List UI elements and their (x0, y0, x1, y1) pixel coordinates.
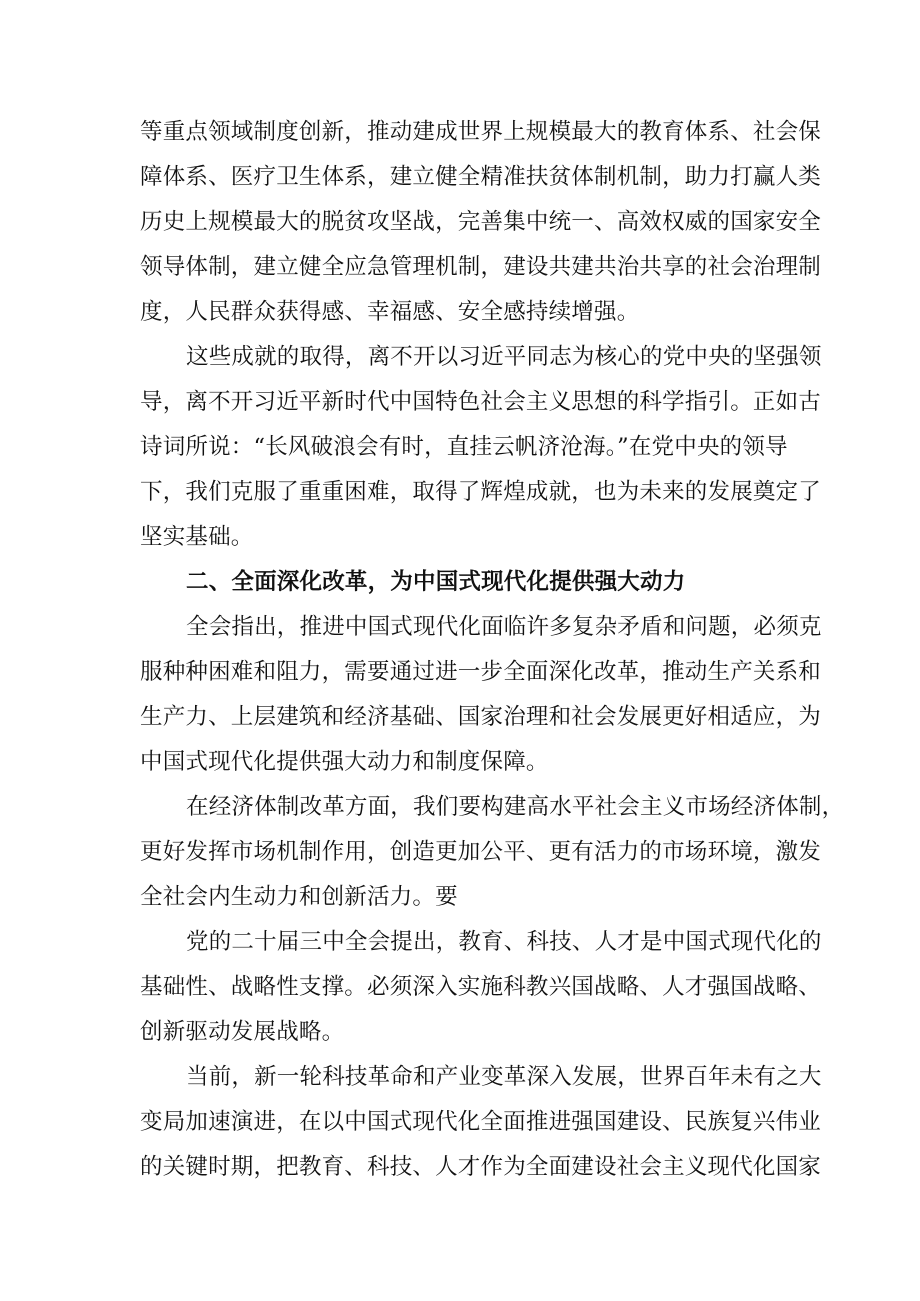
text-line: 这些成就的取得，离不开以习近平同志为核心的党中央的坚强领 (186, 344, 822, 370)
text-line: 下，我们克服了重重困难，取得了辉煌成就，也为未来的发展奠定了 (140, 479, 822, 505)
text-line: 度，人民群众获得感、幸福感、安全感持续增强。 (140, 299, 640, 325)
text-line: 当前，新一轮科技革命和产业变革深入发展，世界百年未有之大 (186, 1064, 822, 1090)
text-line: 党的二十届三中全会提出，教育、科技、人才是中国式现代化的 (186, 929, 822, 955)
text-line: 等重点领域制度创新，推动建成世界上规模最大的教育体系、社会保 (140, 119, 822, 145)
text-line: 创新驱动发展战略。 (140, 1019, 345, 1045)
text-line: 在经济体制改革方面，我们要构建高水平社会主义市场经济体制， (186, 794, 845, 820)
section-heading: 二、全面深化改革，为中国式现代化提供强大动力 (186, 569, 686, 595)
text-line: 领导体制，建立健全应急管理机制，建设共建共治共享的社会治理制 (140, 254, 822, 280)
text-line: 中国式现代化提供强大动力和制度保障。 (140, 749, 549, 775)
text-line: 全会指出，推进中国式现代化面临许多复杂矛盾和问题，必须克 (186, 614, 822, 640)
text-line: 变局加速演进，在以中国式现代化全面推进强国建设、民族复兴伟业 (140, 1109, 822, 1135)
text-line: 导，离不开习近平新时代中国特色社会主义思想的科学指引。正如古 (140, 389, 822, 415)
text-line: 的关键时期，把教育、科技、人才作为全面建设社会主义现代化国家 (140, 1154, 822, 1180)
text-line: 诗词所说：“长风破浪会有时，直挂云帆济沧海。”在党中央的领导 (140, 434, 788, 460)
text-line: 全社会内生动力和创新活力。要 (140, 884, 458, 910)
text-line: 服种种困难和阻力，需要通过进一步全面深化改革，推动生产关系和 (140, 659, 822, 685)
text-line: 历史上规模最大的脱贫攻坚战，完善集中统一、高效权威的国家安全 (140, 209, 822, 235)
text-line: 坚实基础。 (140, 524, 254, 550)
text-line: 生产力、上层建筑和经济基础、国家治理和社会发展更好相适应，为 (140, 704, 822, 730)
text-line: 障体系、医疗卫生体系，建立健全精准扶贫体制机制，助力打赢人类 (140, 164, 822, 190)
text-line: 更好发挥市场机制作用，创造更加公平、更有活力的市场环境，激发 (140, 839, 822, 865)
text-line: 基础性、战略性支撑。必须深入实施科教兴国战略、人才强国战略、 (140, 974, 822, 1000)
